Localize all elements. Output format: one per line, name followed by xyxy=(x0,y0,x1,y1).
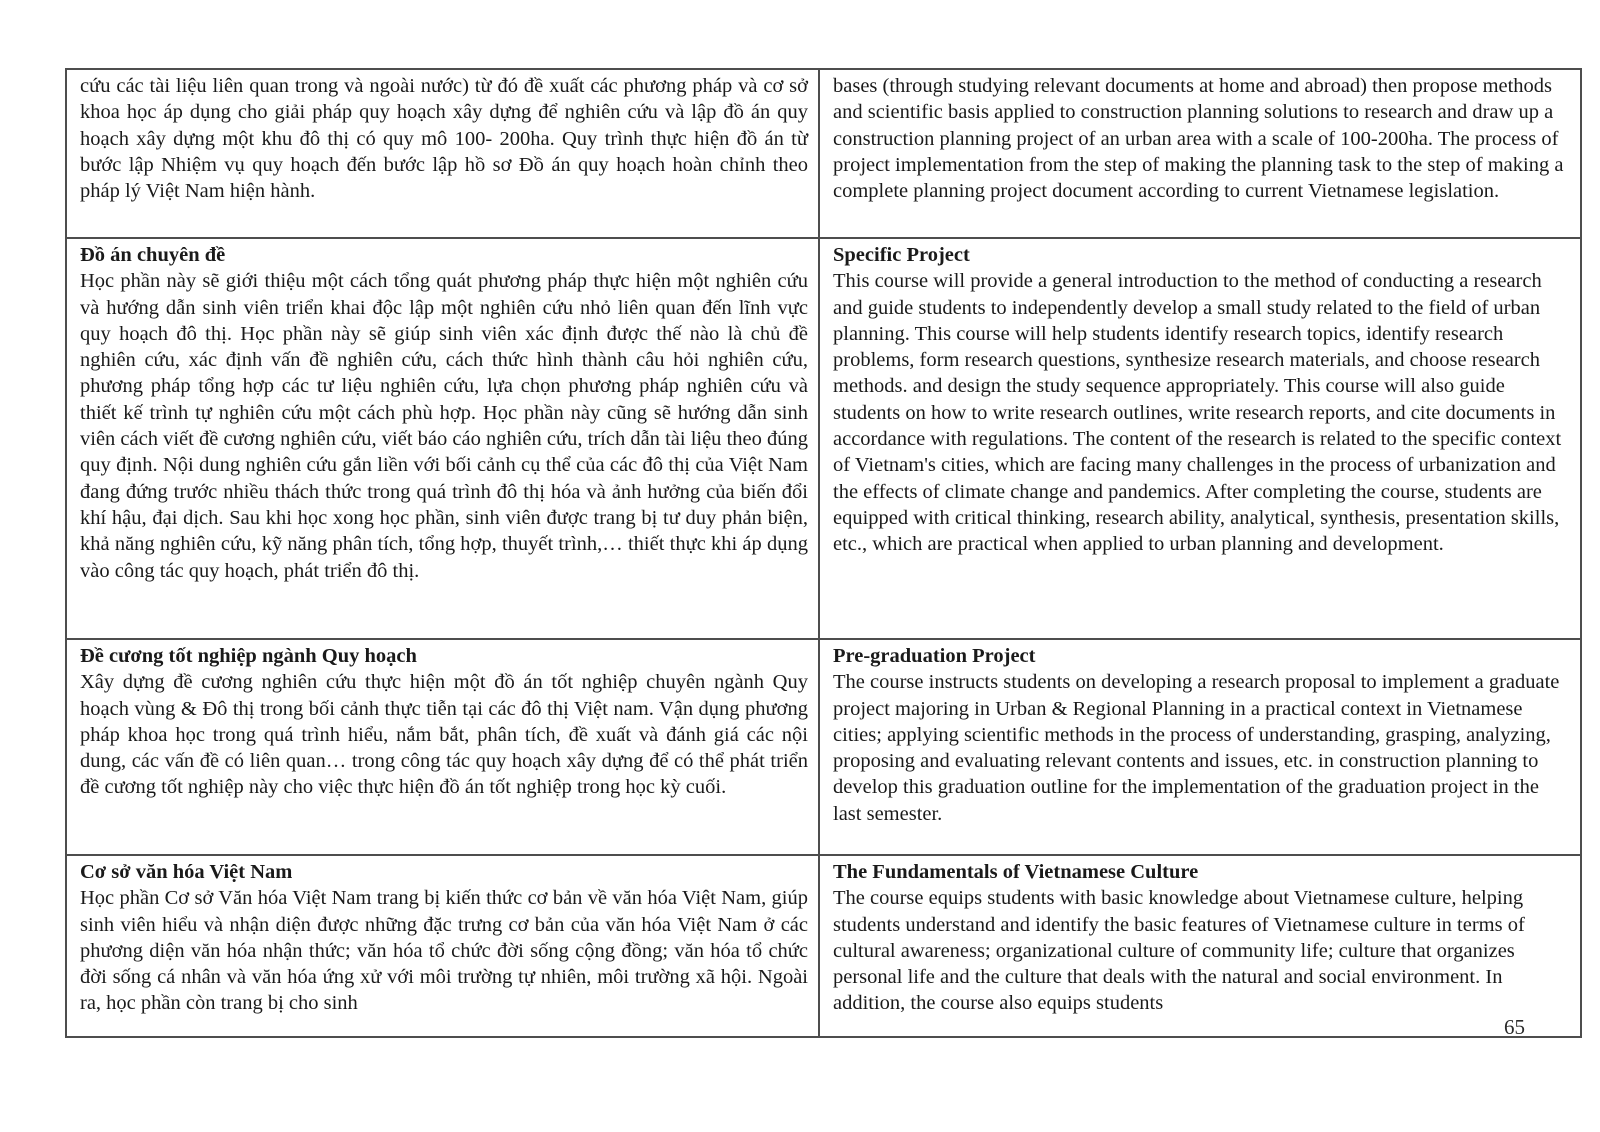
course-cell-vietnamese xyxy=(66,69,819,238)
course-title-en: Pre-graduation Project xyxy=(833,645,1036,667)
course-description-en: This course will provide a general introduction to the method of conducting a research and guide students to independently develop a small study related to the field of urban planning. This course will help students identify research topics, identify research problems, form research questions, synthesize research materials, and choose research methods. and design the study sequence appropriately. This course will also guide students on how to write research outlines, write research reports, and cite documents in accordance with regulations. The content of the research is related to the specific context of Vietnam's cities, which are facing many challenges in the process of urbanization and the effects of climate change and pandemics. After completing the course, students are equipped with critical thinking, research ability, analytical, synthesis, presentation skills, etc., which are practical when applied to urban planning and development. xyxy=(833,270,1562,556)
table-row xyxy=(66,69,1581,238)
course-description-en: bases (through studying relevant documents at home and abroad) then propose methods and scientific basis applied to construction planning solutions to research and draw up a construction planning project of an urban area with a scale of 100-200ha. The process of project implementation from the step of making the planning task to the step of making a complete planning project document according to current Vietnamese legislation. xyxy=(833,75,1564,203)
course-cell-english xyxy=(819,855,1581,1037)
course-title-vi: Đồ án chuyên đề xyxy=(80,244,226,266)
course-cell-vietnamese xyxy=(66,238,819,639)
course-cell-vietnamese xyxy=(66,639,819,855)
course-title-en: Specific Project xyxy=(833,244,970,266)
course-description-table xyxy=(65,68,1582,1038)
course-description-vi: cứu các tài liệu liên quan trong và ngoài nước) từ đó đề xuất các phương pháp và cơ sở khoa học áp dụng cho giải pháp quy hoạch xây dựng để nghiên cứu và lập đồ án quy hoạch xây dựng một khu đô thị có quy mô 100- 200ha. Quy trình thực hiện đồ án từ bước lập Nhiệm vụ quy hoạch đến bước lập hồ sơ Đồ án quy hoạch hoàn chỉnh theo pháp lý Việt Nam hiện hành. xyxy=(80,75,808,203)
course-description-vi: Học phần này sẽ giới thiệu một cách tổng quát phương pháp thực hiện một nghiên cứu và hướng dẫn sinh viên triển khai độc lập một nghiên cứu nhỏ liên quan đến lĩnh vực quy hoạch đô thị. Học phần này sẽ giúp sinh viên xác định được thế nào là chủ đề nghiên cứu, xác định vấn đề nghiên cứu, cách thức hình thành câu hỏi nghiên cứu, phương pháp tổng hợp các tư liệu nghiên cứu, lựa chọn phương pháp nghiên cứu và thiết kế trình tự nghiên cứu một cách phù hợp. Học phần này cũng sẽ hướng dẫn sinh viên cách viết đề cương nghiên cứu, viết báo cáo nghiên cứu, trích dẫn tài liệu theo đúng quy định. Nội dung nghiên cứu gắn liền với bối cảnh cụ thể của các đô thị của Việt Nam đang đứng trước nhiều thách thức trong quá trình đô thị hóa và ảnh hưởng của biến đổi khí hậu, đại dịch. Sau khi học xong học phần, sinh viên được trang bị tư duy phản biện, khả năng nghiên cứu, kỹ năng phân tích, tổng hợp, thuyết trình,… thiết thực khi áp dụng vào công tác quy hoạch, phát triển đô thị. xyxy=(80,270,808,582)
course-cell-english xyxy=(819,639,1581,855)
table-row xyxy=(66,639,1581,855)
course-title-en: The Fundamentals of Vietnamese Culture xyxy=(833,861,1199,883)
course-description-vi: Học phần Cơ sở Văn hóa Việt Nam trang bị kiến thức cơ bản về văn hóa Việt Nam, giúp sinh viên hiểu và nhận diện được những đặc trưng cơ bản của văn hóa Việt Nam ở các phương diện văn hóa nhận thức; văn hóa tổ chức đời sống cộng đồng; văn hóa tổ chức đời sống cá nhân và văn hóa ứng xử với môi trường tự nhiên, môi trường xã hội. Ngoài ra, học phần còn trang bị cho sinh xyxy=(80,887,808,1015)
page-number: 65 xyxy=(1504,1015,1525,1039)
course-cell-english xyxy=(819,238,1581,639)
course-title-vi: Đề cương tốt nghiệp ngành Quy hoạch xyxy=(80,645,417,667)
course-description-en: The course equips students with basic knowledge about Vietnamese culture, helping students understand and identify the basic features of Vietnamese culture in terms of cultural awareness; organizational culture of community life; culture that organizes personal life and the culture that deals with the natural and social environment. In addition, the course also equips students xyxy=(833,887,1525,1015)
course-title-vi: Cơ sở văn hóa Việt Nam xyxy=(80,861,293,883)
course-description-vi: Xây dựng đề cương nghiên cứu thực hiện một đồ án tốt nghiệp chuyên ngành Quy hoạch vùng & Đô thị trong bối cảnh thực tiễn tại các đô thị Việt nam. Vận dụng phương pháp khoa học trong quá trình hiểu, nắm bắt, phân tích, đề xuất và đánh giá các nội dung, các vấn đề có liên quan… trong công tác quy hoạch xây dựng để có thể phát triển đề cương tốt nghiệp này cho việc thực hiện đồ án tốt nghiệp trong học kỳ cuối. xyxy=(80,671,808,799)
course-cell-english xyxy=(819,69,1581,238)
course-description-en: The course instructs students on developing a research proposal to implement a graduate project majoring in Urban & Regional Planning in a practical context in Vietnamese cities; applying scientific methods in the process of understanding, grasping, analyzing, proposing and evaluating relevant contents and issues, etc. in construction planning to develop this graduation outline for the implementation of the graduation project in the last semester. xyxy=(833,671,1560,825)
course-cell-vietnamese xyxy=(66,855,819,1037)
table-row xyxy=(66,238,1581,639)
table-row xyxy=(66,855,1581,1037)
